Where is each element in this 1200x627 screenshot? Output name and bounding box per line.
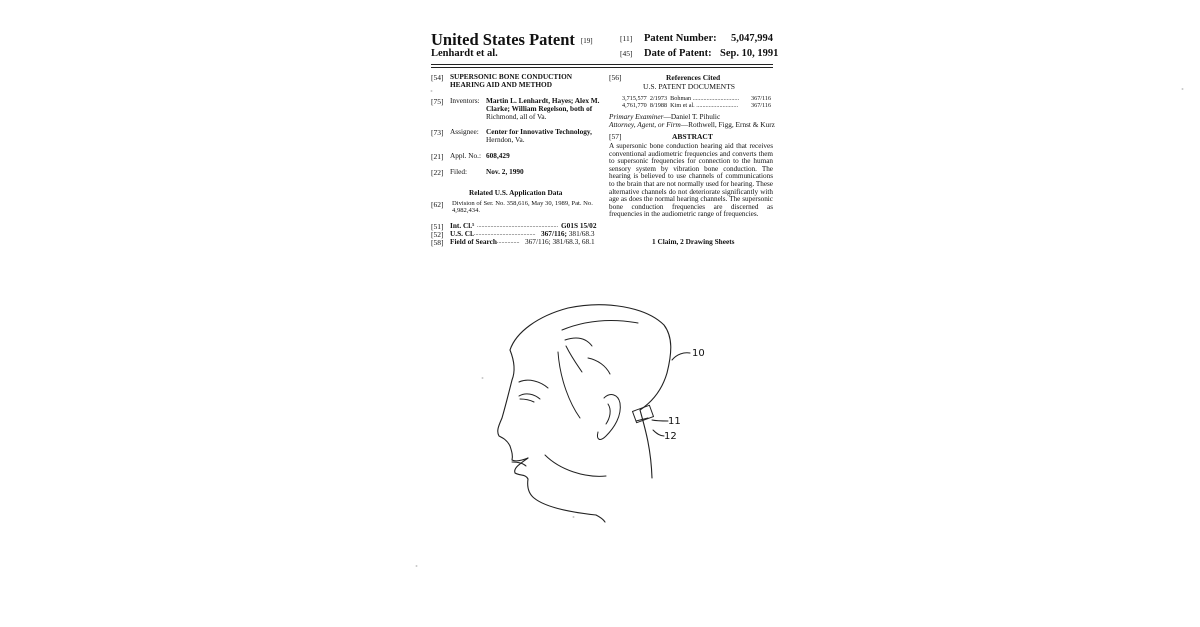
figure-label-12: 12 (664, 431, 677, 442)
division-line2: 4,982,434. (452, 207, 481, 214)
int-cl-dots: ...................................................... (477, 223, 558, 229)
field-search-value: 367/116; 381/68.3, 68.1 (525, 237, 595, 246)
reference-date: 8/1988 (649, 102, 668, 109)
ear (597, 395, 620, 440)
attorney-value: —Rothwell, Figg, Ernst & Kurz (680, 120, 775, 129)
int-cl-code: [51] (431, 222, 444, 231)
date-of-patent-code: [45] (620, 49, 633, 58)
reference-number: 3,715,577 (622, 95, 647, 102)
us-cl-value-main: 367/116; (541, 229, 567, 238)
abstract-title: ABSTRACT (672, 132, 713, 141)
hair-lines (558, 321, 638, 418)
int-cl-value: G01S 15/02 (561, 221, 597, 230)
inventors-label: Inventors: (450, 96, 480, 105)
int-cl-label: Int. Cl.⁵ (450, 221, 475, 230)
filed-label: Filed: (450, 167, 468, 176)
inventors-line1: Martin L. Lenhardt, Hayes; Alex M. (486, 96, 600, 105)
appl-no-code: [21] (431, 152, 444, 161)
us-cl-code: [52] (431, 230, 444, 239)
claims-summary: 1 Claim, 2 Drawing Sheets (652, 237, 735, 246)
abstract-code: [57] (609, 132, 622, 141)
division-code: [62] (431, 200, 444, 209)
assignee-line1: Center for Innovative Technology, (486, 127, 592, 136)
us-patent-documents-heading: U.S. PATENT DOCUMENTS (643, 82, 735, 91)
reference-name: Bohman (670, 95, 692, 102)
appl-no-label: Appl. No.: (450, 151, 482, 160)
inventors-code: [75] (431, 97, 444, 106)
abstract-text: A supersonic bone conduction hearing aid that receives conventional audiometric frequencies and converts them to supersonic frequencies for connection to the human sensory system by vibration bone conduction. The hearing is believed to use channels of communications to the brain that are not normally used for hearing. These alternative channels do not deteriorate significantly with age as does the normal hearing channels. The supersonic bone conduction frequencies are discerned as frequencies in the audiometric range of frequencies. (609, 142, 773, 219)
reference-date: 2/1973 (649, 95, 668, 102)
title-code-54: [54] (431, 73, 444, 82)
figure-label-10: 10 (692, 348, 705, 359)
patent-number-code: [11] (620, 34, 633, 43)
title-code: [19] (580, 37, 593, 45)
filed-value: Nov. 2, 1990 (486, 167, 524, 176)
head-outline (498, 305, 671, 522)
references-code: [56] (609, 73, 622, 82)
assignee-code: [73] (431, 128, 444, 137)
field-search-label: Field of Search (450, 237, 497, 246)
inventors-line3: Richmond, all of Va. (486, 112, 547, 121)
patent-office-title: United States Patent [19] (431, 30, 593, 49)
reference-number: 4,761,770 (622, 102, 647, 109)
us-cl-dots: ......................................... (474, 231, 536, 237)
inventors-short: Lenhardt et al. (431, 48, 498, 59)
attorney-label: Attorney, Agent, or Firm (609, 120, 681, 129)
facial-features (512, 380, 606, 476)
invention-title-line2: HEARING AID AND METHOD (450, 80, 552, 89)
patent-number-value: 5,047,994 (731, 33, 773, 44)
reference-class: 367/116 (751, 95, 772, 102)
us-cl-label: U.S. Cl. (450, 229, 474, 238)
date-of-patent-label: Date of Patent: (644, 48, 712, 59)
references-title: References Cited (666, 73, 721, 82)
filed-code: [22] (431, 168, 444, 177)
reference-name: Kim et al. (670, 102, 695, 109)
primary-examiner-value: —Daniel T. Pihulic (663, 112, 721, 121)
division-line1: Division of Ser. No. 358,616, May 30, 1989, Pat. No. (452, 200, 593, 207)
field-search-code: [58] (431, 238, 444, 247)
field-search-dots: ............... (497, 239, 520, 245)
reference-dots: .............................. (692, 95, 740, 102)
device-11 (632, 405, 653, 422)
patent-number-label: Patent Number: (644, 33, 717, 44)
related-data-heading: Related U.S. Application Data (469, 188, 563, 197)
reference-dots: ........................... (696, 102, 739, 109)
appl-no-value: 608,429 (486, 151, 510, 160)
primary-examiner-label: Primary Examiner (609, 112, 664, 121)
reference-class: 367/116 (751, 102, 772, 109)
figure-label-11: 11 (668, 416, 681, 427)
invention-title-line1: SUPERSONIC BONE CONDUCTION (450, 72, 573, 81)
us-cl-value-rest: 381/68.3 (566, 229, 595, 238)
assignee-label: Assignee: (450, 127, 479, 136)
date-of-patent-value: Sep. 10, 1991 (720, 48, 779, 59)
assignee-line2: Herndon, Va. (486, 135, 525, 144)
inventors-line2: Clarke; William Regelson, both of (486, 104, 593, 113)
